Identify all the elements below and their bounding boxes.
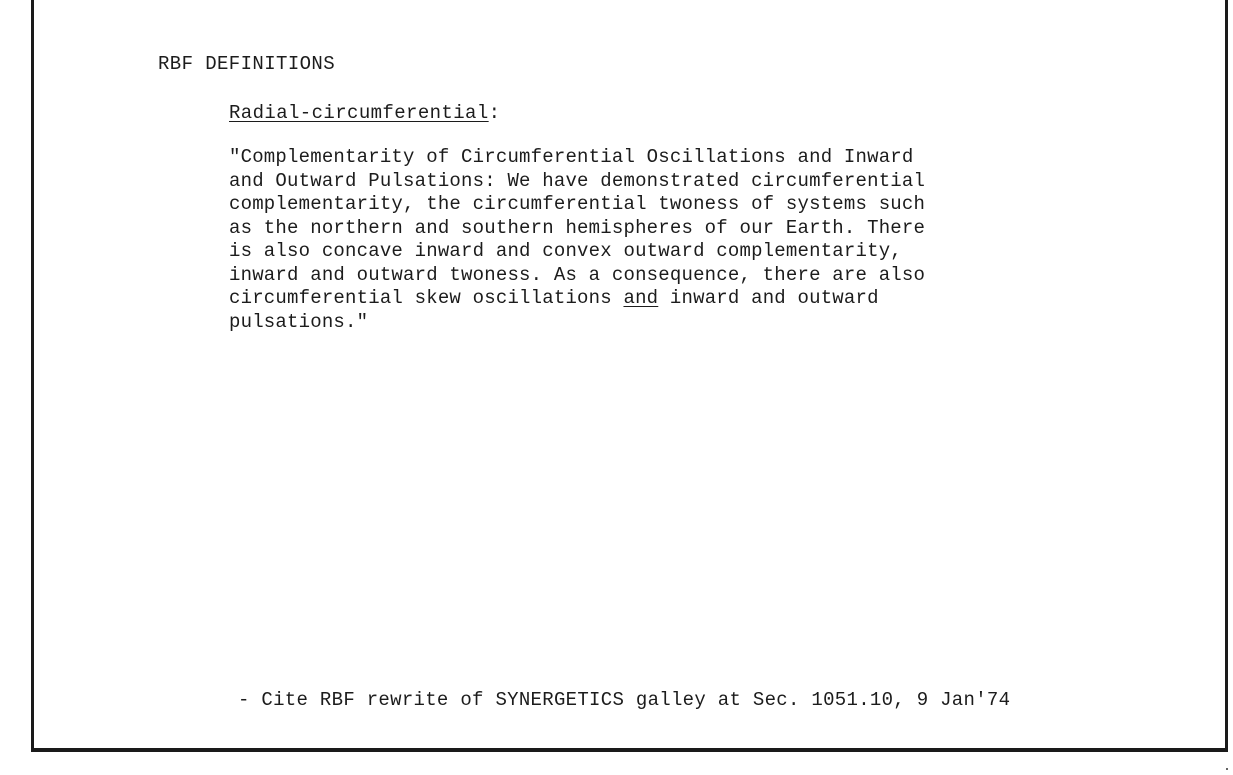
quote-text: circumferential skew oscillations <box>229 287 624 309</box>
term-suffix: : <box>488 102 501 124</box>
quote-line: pulsations." <box>229 310 369 333</box>
definition-term <box>229 102 500 124</box>
citation: - Cite RBF rewrite of SYNERGETICS galley at Sec. 1051.10, 9 Jan'74 <box>238 689 1011 711</box>
card-heading: RBF DEFINITIONS <box>158 53 336 75</box>
quote-line <box>229 287 1109 311</box>
term-label: Radial-circumferential <box>229 102 489 124</box>
quote-text: inward and outward <box>658 287 879 309</box>
quote-line: "Complementarity of Circumferential Oscillations and Inward <box>229 146 914 168</box>
definition-card <box>31 0 1228 752</box>
quote-line: complementarity, the circumferential twoness of systems such <box>229 193 926 215</box>
definition-quote <box>229 146 1109 334</box>
scan-speck <box>1226 768 1228 770</box>
quote-line: and Outward Pulsations: We have demonstrated circumferential <box>229 169 926 192</box>
emphasized-word: and <box>623 287 659 309</box>
quote-line: inward and outward twoness. As a consequence, there are also <box>229 263 926 286</box>
quote-line: as the northern and southern hemispheres of our Earth. There <box>229 216 926 239</box>
quote-line: is also concave inward and convex outward complementarity, <box>229 240 902 262</box>
